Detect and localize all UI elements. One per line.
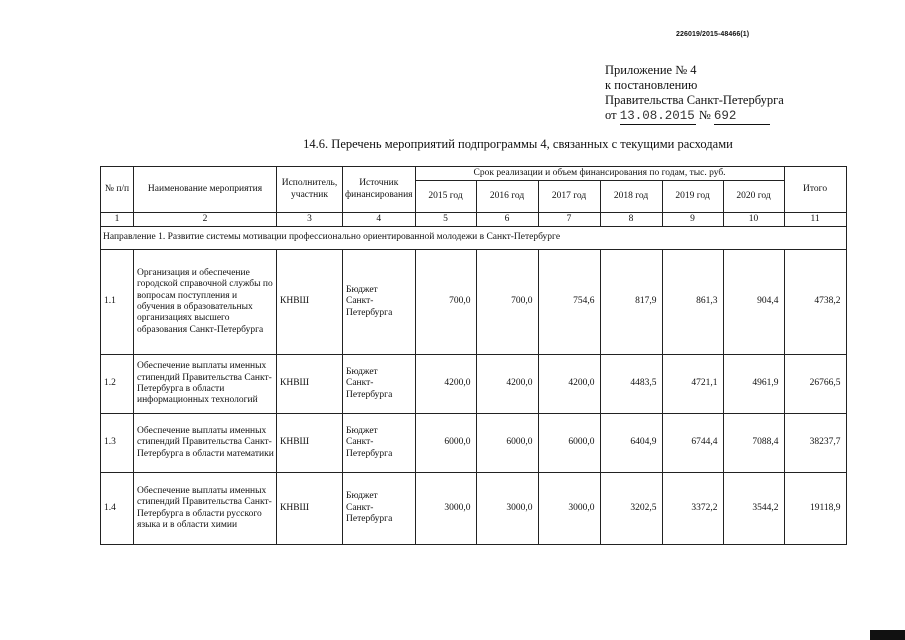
column-number: 9: [662, 213, 723, 227]
appendix-date-row: [605, 108, 784, 125]
table-row: [101, 250, 847, 355]
executor: КНВШ: [277, 414, 343, 473]
activities-table: [100, 166, 847, 545]
value-2017: 3000,0: [538, 473, 600, 545]
header-year: 2016 год: [476, 181, 538, 213]
header-source: Источник финансирования: [343, 167, 416, 213]
value-2018: 6404,9: [600, 414, 662, 473]
column-number: 6: [476, 213, 538, 227]
column-number: 3: [277, 213, 343, 227]
column-number: 10: [723, 213, 784, 227]
value-2018: 817,9: [600, 250, 662, 355]
row-number: 1.2: [101, 355, 134, 414]
column-numbers-row: [101, 213, 847, 227]
column-number: 11: [784, 213, 846, 227]
funding-source: Бюджет Санкт-Петербурга: [343, 473, 416, 545]
value-2020: 3544,2: [723, 473, 784, 545]
header-year: 2015 год: [415, 181, 476, 213]
value-2017: 6000,0: [538, 414, 600, 473]
appendix-line-2: к постановлению: [605, 78, 698, 92]
value-2016: 700,0: [476, 250, 538, 355]
row-number: 1.3: [101, 414, 134, 473]
column-number: 1: [101, 213, 134, 227]
header-executor: Исполнитель, участник: [277, 167, 343, 213]
value-2020: 904,4: [723, 250, 784, 355]
value-total: 38237,7: [784, 414, 846, 473]
value-2015: 4200,0: [415, 355, 476, 414]
value-2020: 4961,9: [723, 355, 784, 414]
activity-name: Обеспечение выплаты именных стипендий Правительства Санкт-Петербурга в области информационных технологий: [134, 355, 277, 414]
header-row-1: [101, 167, 847, 181]
activity-name: Обеспечение выплаты именных стипендий Правительства Санкт-Петербурга в области математики: [134, 414, 277, 473]
value-2019: 3372,2: [662, 473, 723, 545]
value-2017: 4200,0: [538, 355, 600, 414]
column-number: 4: [343, 213, 416, 227]
resolution-date: 13.08.2015: [619, 109, 695, 123]
header-year: 2019 год: [662, 181, 723, 213]
resolution-number: 692: [713, 109, 737, 123]
value-2018: 4483,5: [600, 355, 662, 414]
funding-source: Бюджет Санкт-Петербурга: [343, 414, 416, 473]
value-2018: 3202,5: [600, 473, 662, 545]
value-2020: 7088,4: [723, 414, 784, 473]
header-period: Срок реализации и объем финансирования по годам, тыс. руб.: [415, 167, 784, 181]
header-name: Наименование мероприятия: [134, 167, 277, 213]
column-number: 2: [134, 213, 277, 227]
value-total: 19118,9: [784, 473, 846, 545]
appendix-block: [605, 63, 784, 125]
header-year: 2018 год: [600, 181, 662, 213]
number-prefix: №: [698, 108, 711, 122]
value-2019: 4721,1: [662, 355, 723, 414]
value-2015: 6000,0: [415, 414, 476, 473]
value-2016: 3000,0: [476, 473, 538, 545]
funding-source: Бюджет Санкт-Петербурга: [343, 250, 416, 355]
value-2017: 754,6: [538, 250, 600, 355]
executor: КНВШ: [277, 473, 343, 545]
column-number: 8: [600, 213, 662, 227]
activity-name: Организация и обеспечение городской справочной службы по вопросам поступления и обучения в образовательных организациях высшего образования Санкт-Петербурга: [134, 250, 277, 355]
value-2015: 700,0: [415, 250, 476, 355]
value-total: 4738,2: [784, 250, 846, 355]
column-number: 7: [538, 213, 600, 227]
value-2016: 4200,0: [476, 355, 538, 414]
table-row: [101, 355, 847, 414]
value-2019: 6744,4: [662, 414, 723, 473]
activity-name: Обеспечение выплаты именных стипендий Правительства Санкт-Петербурга в области русского языка и в области химии: [134, 473, 277, 545]
value-2015: 3000,0: [415, 473, 476, 545]
table-row: [101, 473, 847, 545]
executor: КНВШ: [277, 250, 343, 355]
date-prefix: от: [605, 108, 617, 122]
scan-edge-mark: [870, 630, 905, 640]
document-number: 226019/2015-48466(1): [676, 31, 750, 38]
column-number: 5: [415, 213, 476, 227]
section-row: [101, 227, 847, 250]
row-number: 1.4: [101, 473, 134, 545]
appendix-line-3: Правительства Санкт-Петербурга: [605, 93, 784, 107]
value-2016: 6000,0: [476, 414, 538, 473]
appendix-line-1: Приложение № 4: [605, 63, 697, 77]
section-title: Направление 1. Развитие системы мотивации профессионально ориентированной молодежи в Санкт-Петербурге: [101, 227, 847, 250]
header-year: 2017 год: [538, 181, 600, 213]
funding-source: Бюджет Санкт-Петербурга: [343, 355, 416, 414]
header-total: Итого: [784, 167, 846, 213]
executor: КНВШ: [277, 355, 343, 414]
value-total: 26766,5: [784, 355, 846, 414]
value-2019: 861,3: [662, 250, 723, 355]
row-number: 1.1: [101, 250, 134, 355]
table-row: [101, 414, 847, 473]
table-title: 14.6. Перечень мероприятий подпрограммы 4, связанных с текущими расходами: [303, 137, 733, 151]
header-num: № п/п: [101, 167, 134, 213]
header-year: 2020 год: [723, 181, 784, 213]
